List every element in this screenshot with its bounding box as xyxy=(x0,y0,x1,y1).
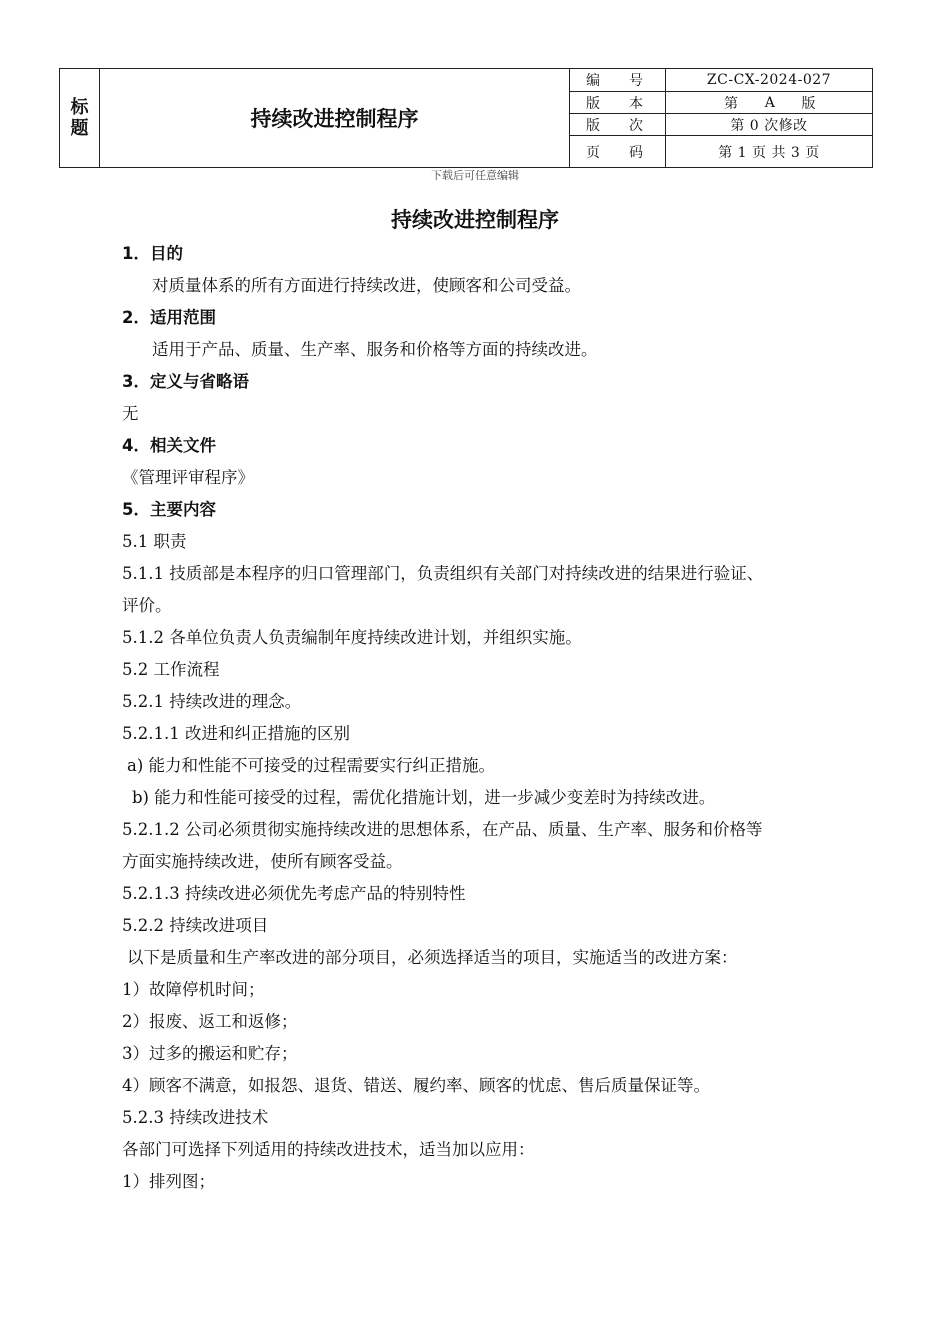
paragraph-line: 5.1.2 各单位负责人负责编制年度持续改进计划，并组织实施。 xyxy=(122,628,582,647)
section-heading: 5．主要内容 xyxy=(122,500,216,519)
document-body xyxy=(122,238,862,1198)
paragraph-line: 5.2.2 持续改进项目 xyxy=(122,916,269,935)
paragraph-line: 5.2.1.3 持续改进必须优先考虑产品的特别特性 xyxy=(122,884,466,903)
paragraph-line: 4）顾客不满意，如报怨、退货、错送、履约率、顾客的忧虑、售后质量保证等。 xyxy=(122,1076,710,1095)
paragraph-line: 评价。 xyxy=(122,596,172,615)
paragraph-line: 1）排列图； xyxy=(122,1172,215,1191)
section-heading: 1．目的 xyxy=(122,244,183,263)
header-meta xyxy=(570,69,872,167)
header-title-cell xyxy=(100,69,570,167)
document-title: 持续改进控制程序 xyxy=(391,208,559,232)
meta-row-page: 页 码 第 1 页 共 3 页 xyxy=(570,136,872,167)
paragraph-line: 各部门可选择下列适用的持续改进技术，适当加以应用： xyxy=(122,1140,535,1159)
paragraph-line: 方面实施持续改进，使所有顾客受益。 xyxy=(122,852,403,871)
section-heading: 4．相关文件 xyxy=(122,436,216,455)
meta-row-revision: 版 次 第 0 次修改 xyxy=(570,114,872,136)
header-title: 持续改进控制程序 xyxy=(250,107,419,131)
paragraph-line: 适用于产品、质量、生产率、服务和价格等方面的持续改进。 xyxy=(152,340,598,359)
section-heading: 3．定义与省略语 xyxy=(122,372,249,391)
paragraph-line: 5.2.1 持续改进的理念。 xyxy=(122,692,302,711)
section-heading: 2．适用范围 xyxy=(122,308,216,327)
paragraph-line: 2）报废、返工和返修； xyxy=(122,1012,298,1031)
header-table xyxy=(59,68,873,168)
paragraph-line: 以下是质量和生产率改进的部分项目，必须选择适当的项目，实施适当的改进方案： xyxy=(127,948,738,967)
paragraph-line: 无 xyxy=(122,404,139,423)
header-label-cell xyxy=(60,69,100,167)
page-number: 第 1 页 共 3 页 xyxy=(718,144,820,161)
paragraph-line: 5.2 工作流程 xyxy=(122,660,220,679)
paragraph-line: 5.1.1 技质部是本程序的归口管理部门，负责组织有关部门对持续改进的结果进行验证、 xyxy=(122,564,764,583)
paragraph-line: 1）故障停机时间； xyxy=(122,980,265,999)
paragraph-line: b) 能力和性能可接受的过程，需优化措施计划，进一步减少变差时为持续改进。 xyxy=(132,788,716,807)
paragraph-line: a) 能力和性能不可接受的过程需要实行纠正措施。 xyxy=(127,756,496,775)
doc-number: ZC-CX-2024-027 xyxy=(706,72,832,88)
paragraph-line: 3）过多的搬运和贮存； xyxy=(122,1044,298,1063)
paragraph-line: 对质量体系的所有方面进行持续改进，使顾客和公司受益。 xyxy=(152,276,581,295)
doc-edition: 第 A 版 xyxy=(724,94,816,112)
paragraph-line: 5.2.1.2 公司必须贯彻实施持续改进的思想体系，在产品、质量、生产率、服务和价格等 xyxy=(122,820,763,839)
download-note: 下载后可任意编辑 xyxy=(431,169,519,182)
paragraph-line: 5.2.1.1 改进和纠正措施的区别 xyxy=(122,724,350,743)
meta-row-edition: 版 本 第 A 版 xyxy=(570,92,872,114)
paragraph-line: 5.1 职责 xyxy=(122,532,187,551)
meta-row-number: 编 号 ZC-CX-2024-027 xyxy=(570,69,872,92)
header-label: 标题 xyxy=(70,97,89,139)
paragraph-line: 《管理评审程序》 xyxy=(122,468,254,487)
paragraph-line: 5.2.3 持续改进技术 xyxy=(122,1108,269,1127)
doc-revision: 第 0 次修改 xyxy=(730,117,808,134)
